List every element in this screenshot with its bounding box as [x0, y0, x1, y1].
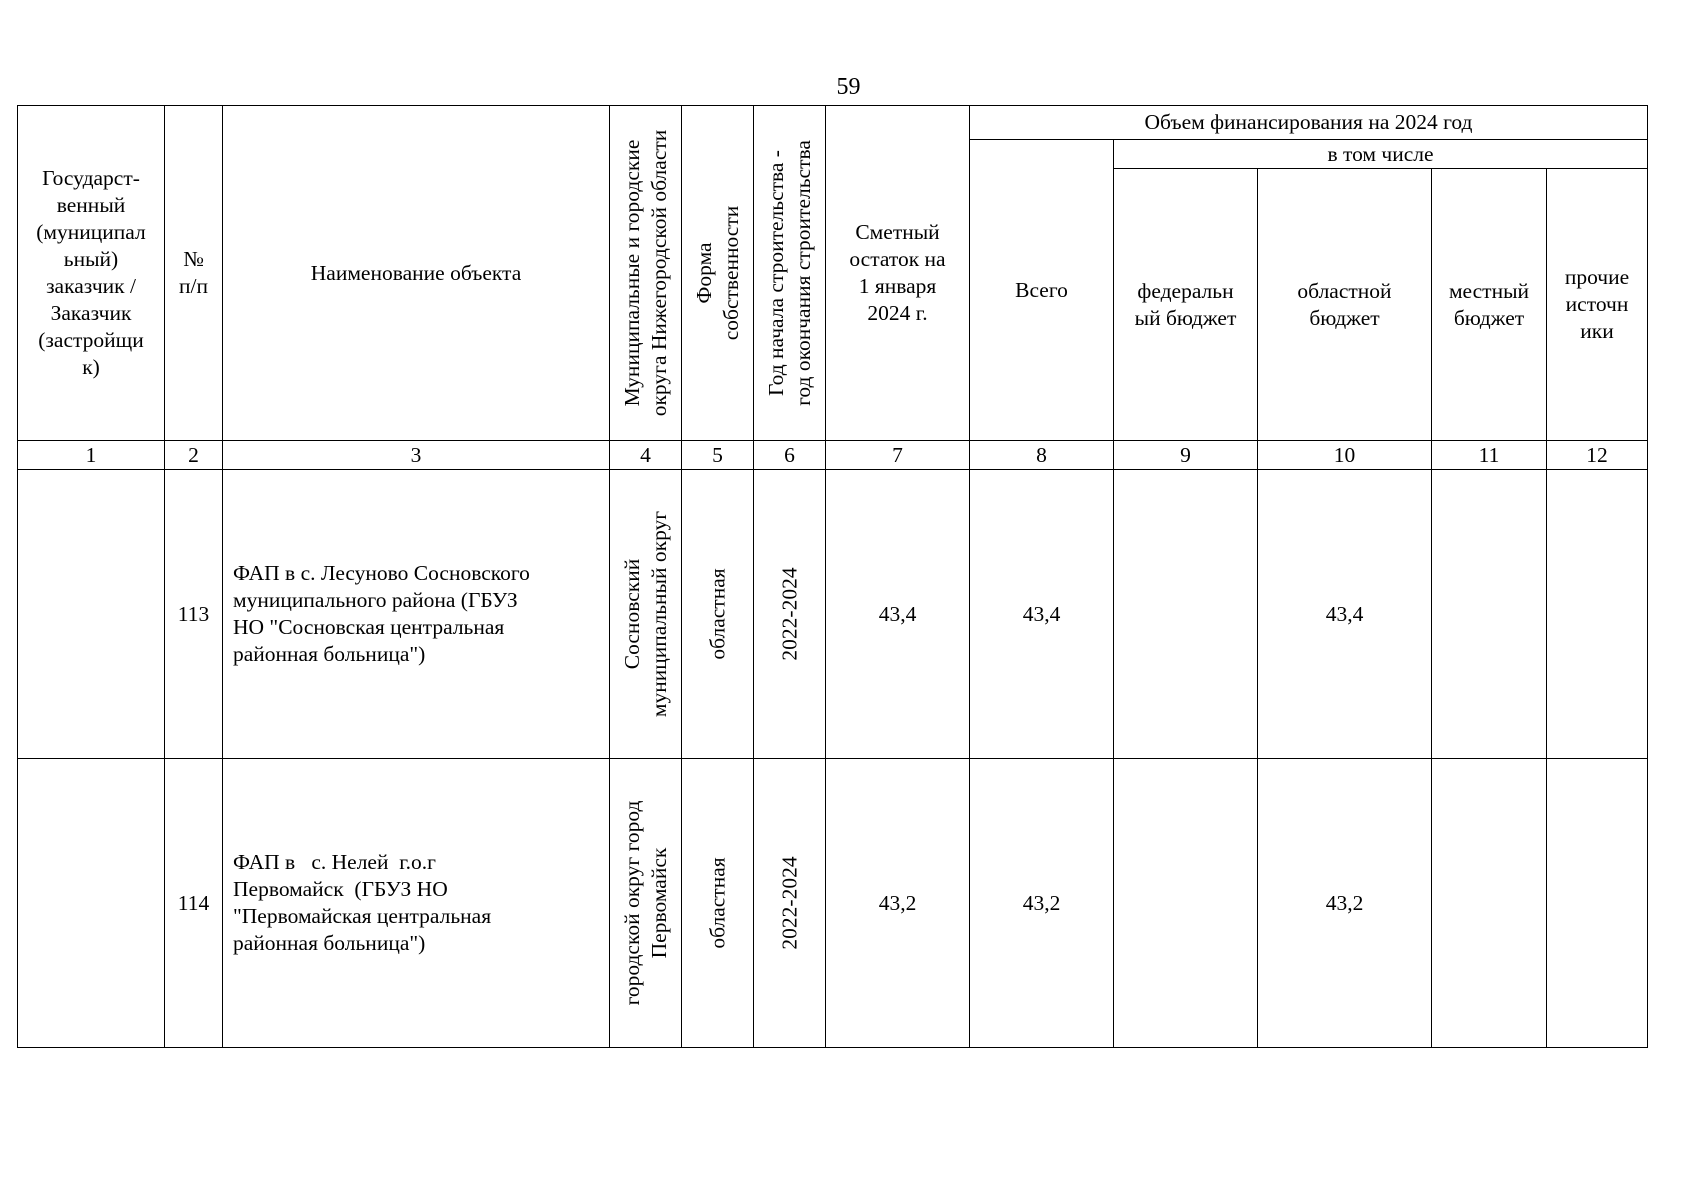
header-regional: областной бюджет — [1258, 169, 1432, 441]
cell-estimate-balance: 43,2 — [826, 759, 970, 1048]
column-number: 10 — [1258, 441, 1432, 470]
header-including: в том числе — [1114, 140, 1648, 169]
cell-district: городской округ город Первомайск — [610, 759, 682, 1048]
cell-district: Сосновский муниципальный округ — [610, 470, 682, 759]
cell-ownership: областная — [682, 759, 754, 1048]
header-years: Год начала строительства - год окончания строительства — [754, 106, 826, 441]
column-number: 12 — [1547, 441, 1648, 470]
column-number: 1 — [18, 441, 165, 470]
cell-local — [1432, 470, 1547, 759]
header-ownership: Форма собственности — [682, 106, 754, 441]
cell-customer — [18, 470, 165, 759]
column-number: 4 — [610, 441, 682, 470]
header-customer: Государст- венный (муниципал ьный) заказчик / Заказчик (застройщи к) — [18, 106, 165, 441]
header-total: Всего — [970, 140, 1114, 441]
cell-object-name: ФАП в с. Лесуново Сосновского муниципального района (ГБУЗ НО "Сосновская центральная районная больница") — [223, 470, 610, 759]
cell-other — [1547, 470, 1648, 759]
cell-estimate-balance: 43,4 — [826, 470, 970, 759]
header-funding-title: Объем финансирования на 2024 год — [970, 106, 1648, 140]
column-number: 3 — [223, 441, 610, 470]
header-districts: Муниципальные и городские округа Нижегородской области — [610, 106, 682, 441]
column-number: 2 — [165, 441, 223, 470]
header-local: местный бюджет — [1432, 169, 1547, 441]
table-row — [18, 759, 1648, 1048]
cell-regional: 43,4 — [1258, 470, 1432, 759]
header-federal: федеральн ый бюджет — [1114, 169, 1258, 441]
header-object-name: Наименование объекта — [223, 106, 610, 441]
cell-other — [1547, 759, 1648, 1048]
column-number: 11 — [1432, 441, 1547, 470]
table-row — [18, 470, 1648, 759]
column-number: 9 — [1114, 441, 1258, 470]
cell-federal — [1114, 759, 1258, 1048]
column-numbers-row — [18, 441, 1648, 470]
cell-object-name: ФАП в с. Нелей г.о.г Первомайск (ГБУЗ НО "Первомайская центральная районная больница") — [223, 759, 610, 1048]
header-number: № п/п — [165, 106, 223, 441]
cell-federal — [1114, 470, 1258, 759]
header-other: прочие источн ики — [1547, 169, 1648, 441]
cell-total: 43,4 — [970, 470, 1114, 759]
column-number: 7 — [826, 441, 970, 470]
column-number: 8 — [970, 441, 1114, 470]
cell-total: 43,2 — [970, 759, 1114, 1048]
page-number: 59 — [836, 74, 861, 100]
cell-ownership: областная — [682, 470, 754, 759]
cell-regional: 43,2 — [1258, 759, 1432, 1048]
header-estimate-balance: Сметный остаток на 1 января 2024 г. — [826, 106, 970, 441]
cell-customer — [18, 759, 165, 1048]
cell-number: 114 — [165, 759, 223, 1048]
cell-number: 113 — [165, 470, 223, 759]
financing-table — [17, 105, 1648, 1048]
cell-local — [1432, 759, 1547, 1048]
cell-years: 2022-2024 — [754, 759, 826, 1048]
column-number: 5 — [682, 441, 754, 470]
column-number: 6 — [754, 441, 826, 470]
cell-years: 2022-2024 — [754, 470, 826, 759]
